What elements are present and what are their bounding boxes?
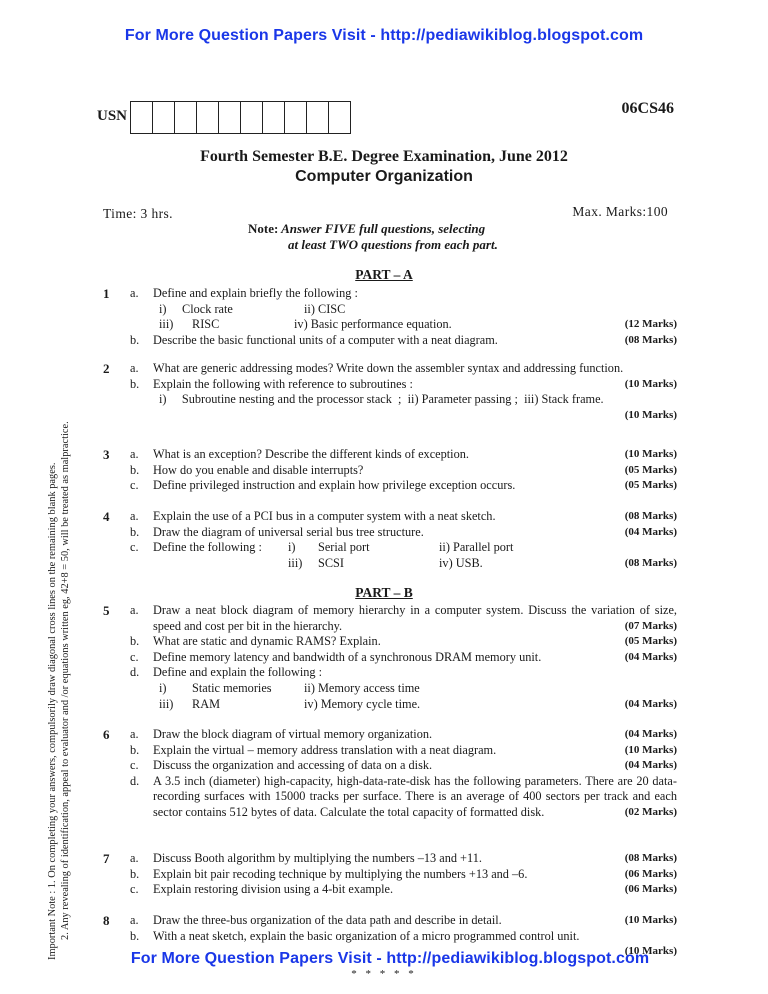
q6a-marks: (04 Marks) — [624, 728, 677, 740]
q6d-marks: (02 Marks) — [624, 805, 677, 818]
question-3: 3 a. What is an exception? Describe the different kinds of exception. (10 Marks) b. How do you enable and disable interrupts? (05 Marks) c. Define privileged instruction and explain how privilege exception occurs. (05 Marks) — [103, 447, 677, 493]
question-1: 1 a. Define and explain briefly the following : i) Clock rate ii) CISC iii) RISC iv) Basic performance equation. (12 Marks) b. Describe the basic functional units of a computer with a neat diagram. (08 Marks) — [103, 286, 677, 347]
q3c-text: Define privileged instruction and explain how privilege exception occurs. — [153, 478, 516, 493]
q1b-text: Describe the basic functional units of a computer with a neat diagram. — [153, 332, 498, 347]
q7b-marks: (06 Marks) — [624, 867, 677, 880]
q1a-opt: Clock rate — [182, 301, 233, 316]
q4c-text — [153, 540, 587, 556]
usn-digit-box — [197, 102, 219, 133]
q5a-marks: (07 Marks) — [624, 619, 677, 632]
q2b-options: i) Subroutine nesting and the processor stack ; ii) Parameter passing ; iii) Stack frame. — [159, 392, 604, 407]
q4c-label: Define the following : — [153, 540, 262, 555]
q6b-text: Explain the virtual – memory address translation with a neat diagram. — [153, 742, 497, 757]
website-banner-top: For More Question Papers Visit - http://pediawikiblog.blogspot.com — [124, 27, 644, 44]
q7a-text: Discuss Booth algorithm by multiplying the numbers –13 and +11. — [153, 851, 482, 865]
q1a-text: Define and explain briefly the following : — [153, 286, 358, 300]
q5d-opt-num: i) — [159, 680, 167, 695]
q5b-text: What are static and dynamic RAMS? Explain. — [153, 634, 381, 649]
q4c-marks: (08 Marks) — [624, 556, 677, 569]
usn-digit-box — [153, 102, 175, 133]
q2a-text — [153, 361, 677, 377]
subject-title: Computer Organization — [295, 168, 473, 185]
subject-code: 06CS46 — [621, 100, 674, 117]
q1b-marks: (08 Marks) — [624, 333, 677, 346]
usn-digit-box — [329, 102, 350, 133]
usn-boxes — [130, 101, 351, 134]
part-b-heading: PART – B — [355, 585, 413, 600]
q4b-text: Draw the diagram of universal serial bus tree structure. — [153, 524, 424, 539]
q6c-marks: (04 Marks) — [624, 759, 677, 772]
q4c-opt: iv) USB. — [439, 555, 483, 570]
q7b-text: Explain bit pair recoding technique by multiplying the numbers +13 and –6. — [153, 866, 528, 881]
q1a-opt-num: i) — [159, 301, 167, 316]
q6a-text: Draw the block diagram of virtual memory organization. — [153, 727, 433, 741]
q3b-marks: (05 Marks) — [624, 463, 677, 476]
question-number: 4 — [103, 509, 110, 524]
question-5: 5 a. Draw a neat block diagram of memory hierarchy in a computer system. Discuss the variation of size, speed and cost per bit in the hierarchy. (07 Marks) b. What are static and dynamic RAMS? Explain. (05 Marks) c. Define memory latency and bandwidth of a synchronous DRAM memory unit. (04 Marks) d. Define and explain the following : i) Static memories ii) Memory access time iii) RAM iv) Memory cycle time. (04 Marks) — [103, 603, 677, 711]
q1a-marks: (12 Marks) — [624, 318, 677, 331]
important-note-line1: Important Note : 1. On completing your answers, compulsorily draw diagonal cross lines on the remaining blank pages. — [47, 462, 58, 960]
q2b-text: Explain the following with reference to subroutines : — [153, 376, 413, 391]
max-marks: Max. Marks:100 — [572, 204, 668, 219]
usn-label: USN — [97, 108, 128, 124]
q5d-marks: (04 Marks) — [624, 697, 677, 710]
question-6: 6 a. Draw the block diagram of virtual memory organization. (04 Marks) b. Explain the virtual – memory address translation with a neat diagram. (10 Marks) c. Discuss the organization and accessing of data on a disk. (04 Marks) d. A 3.5 inch (diameter) high-capacity, high-data-rate-disk has the following parameters. There are 20 data-recording surfaces with 15000 tracks per surface. There is an average of 400 sectors per track and each sector contains 512 bytes of data. Calculate the total capacity of formatted disk. (02 Marks) — [103, 727, 677, 819]
q8a-marks: (10 Marks) — [624, 914, 677, 926]
q3b-text: How do you enable and disable interrupts? — [153, 462, 364, 477]
q5d-opt: ii) Memory access time — [304, 680, 420, 695]
q7a-marks: (08 Marks) — [624, 852, 677, 864]
q4b-marks: (04 Marks) — [624, 525, 677, 538]
q5d-text: Define and explain the following : — [153, 665, 323, 680]
q4c-opt: ii) Parallel port — [439, 540, 514, 555]
usn-digit-box — [175, 102, 197, 133]
q4c-opt: Serial port — [318, 540, 370, 555]
usn-digit-box — [219, 102, 241, 133]
part-a-heading: PART – A — [355, 267, 413, 282]
q8b-text: With a neat sketch, explain the basic organization of a micro programmed control unit. — [153, 928, 580, 943]
q8a-text: Draw the three-bus organization of the data path and describe in detail. — [153, 913, 502, 927]
q5d-opt: iv) Memory cycle time. — [304, 696, 421, 711]
q5d-opt: Static memories — [192, 680, 272, 695]
question-number: 6 — [103, 727, 110, 742]
q2b-marks: (10 Marks) — [624, 408, 677, 421]
end-stars: * * * * * — [351, 968, 417, 980]
q8b-marks: (10 Marks) — [624, 945, 677, 958]
note-line2: at least TWO questions from each part. — [288, 237, 498, 252]
q3c-marks: (05 Marks) — [624, 479, 677, 492]
q5c-text: Define memory latency and bandwidth of a synchronous DRAM memory unit. — [153, 649, 542, 664]
important-note-line2: 2. Any revealing of identification, appeal to evaluator and /or equations written eg, 42+8 = 50, will be treated as malpractice. — [59, 421, 71, 940]
q5a-text: Draw a neat block diagram of memory hierarchy in a computer system. Discuss the variation of size, speed and cost per bit in the hierarchy. — [153, 603, 677, 633]
note-line1: Answer FIVE full questions, selecting — [278, 221, 486, 236]
usn-digit-box — [131, 102, 153, 133]
q6b-marks: (10 Marks) — [624, 743, 677, 756]
q3a-text: What is an exception? Describe the different kinds of exception. — [153, 447, 469, 461]
usn-digit-box — [285, 102, 307, 133]
q6c-text: Discuss the organization and accessing of data on a disk. — [153, 758, 433, 773]
question-number: 5 — [103, 603, 110, 618]
question-number: 1 — [103, 286, 110, 301]
question-number: 2 — [103, 361, 110, 376]
q7c-text: Explain restoring division using a 4-bit example. — [153, 882, 394, 897]
exam-note — [248, 221, 498, 253]
q5c-marks: (04 Marks) — [624, 650, 677, 663]
q2a-text-content: What are generic addressing modes? Write down the assembler syntax and addressing function. — [153, 361, 624, 375]
q5b-marks: (05 Marks) — [624, 635, 677, 648]
question-8: 8 a. Draw the three-bus organization of the data path and describe in detail. (10 Marks) b. With a neat sketch, explain the basic organization of a micro programmed control unit. (10 Marks) — [103, 913, 677, 944]
question-7: 7 a. Discuss Booth algorithm by multiplying the numbers –13 and +11. (08 Marks) b. Explain bit pair recoding technique by multiplying the numbers +13 and –6. (06 Marks) c. Explain restoring division using a 4-bit example. (06 Marks) — [103, 851, 677, 897]
q1a-opt: RISC — [192, 317, 220, 332]
q4a-marks: (08 Marks) — [624, 510, 677, 522]
q1a-opt: ii) CISC — [304, 301, 346, 316]
q5d-opt: RAM — [192, 696, 221, 711]
q2a-marks: (10 Marks) — [624, 377, 677, 390]
q3a-marks: (10 Marks) — [624, 448, 677, 460]
website-banner-bottom: For More Question Papers Visit - http://pediawikiblog.blogspot.com — [130, 950, 650, 967]
usn-digit-box — [307, 102, 329, 133]
q4c-opt-num: iii) — [288, 555, 303, 570]
q1a-opt-num: iii) — [159, 317, 174, 332]
usn-digit-box — [263, 102, 285, 133]
question-number: 8 — [103, 913, 110, 928]
q4a-text: Explain the use of a PCI bus in a computer system with a neat sketch. — [153, 509, 496, 523]
q4c-opt: SCSI — [318, 555, 344, 570]
note-label: Note: — [248, 221, 279, 236]
exam-title: Fourth Semester B.E. Degree Examination, June 2012 — [200, 148, 568, 165]
q6d-text: A 3.5 inch (diameter) high-capacity, high-data-rate-disk has the following parameters. There are 20 data-recording surfaces with 15000 tracks per surface. There is an average of 400 sectors per track and each sector contains 512 bytes of data. Calculate the total capacity of formatted disk. — [153, 773, 677, 819]
exam-time: Time: 3 hrs. — [103, 206, 173, 221]
q7c-marks: (06 Marks) — [624, 883, 677, 896]
question-number: 3 — [103, 447, 110, 462]
question-2: 2 a. What are generic addressing modes? Write down the assembler syntax and addressing function. (10 Marks) b. Explain the following with reference to subroutines : i) Subroutine nesting and the processor stack ; ii) Parameter passing ; iii) Stack frame. (10 Marks) — [103, 361, 677, 423]
q5d-opt-num: iii) — [159, 696, 174, 711]
question-number: 7 — [103, 851, 110, 866]
q4c-opt-num: i) — [288, 540, 296, 555]
usn-digit-box — [241, 102, 263, 133]
q1a-opt: iv) Basic performance equation. — [294, 317, 452, 332]
question-4: 4 a. Explain the use of a PCI bus in a computer system with a neat sketch. (08 Marks) b. Draw the diagram of universal serial bus tree structure. (04 Marks) c. Define the following : i) Serial port ii) Parallel port iii) SCSI iv) USB. (08 Marks) — [103, 509, 677, 570]
